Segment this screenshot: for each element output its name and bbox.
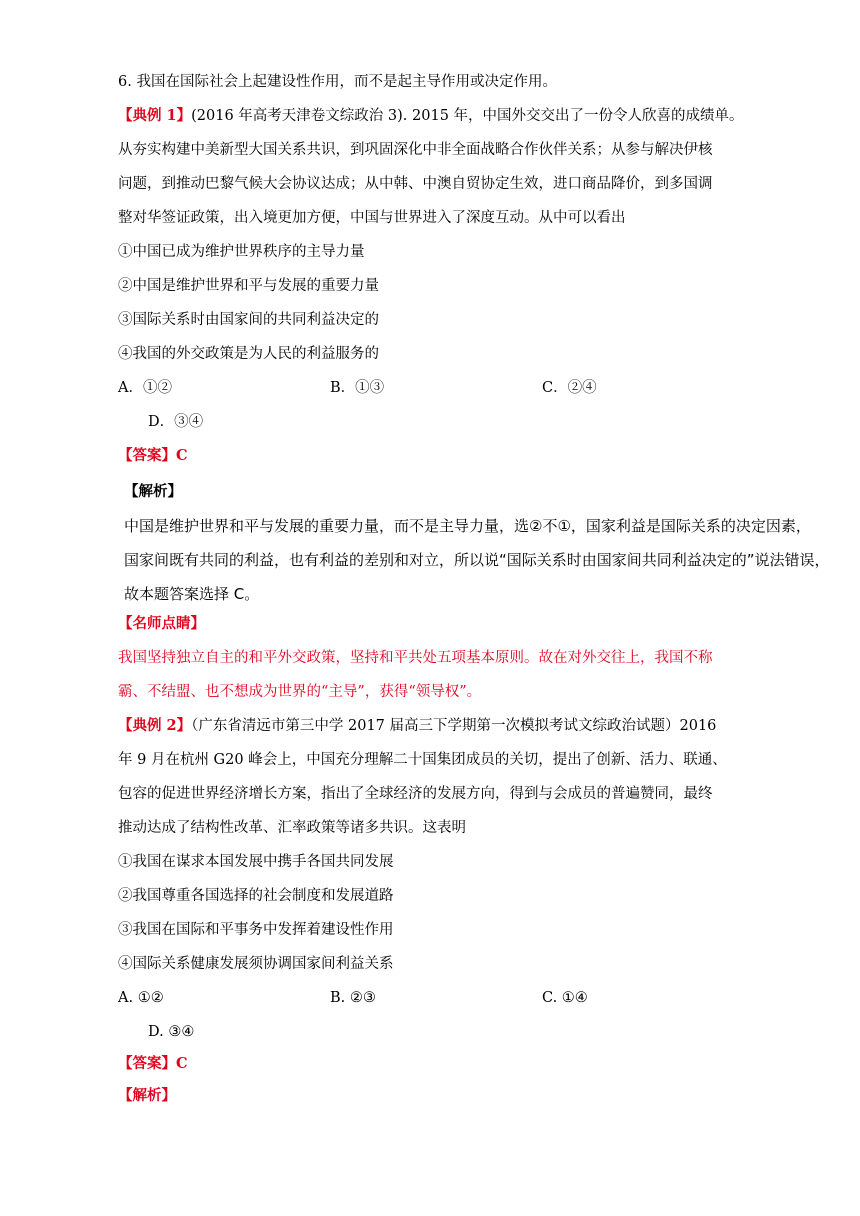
example-1-tag: 【典例 1】 xyxy=(118,107,192,124)
option-c: C．②④ xyxy=(542,380,597,396)
statement-3: ③国际关系时由国家间的共同利益决定的 xyxy=(118,312,379,328)
option-b: B．①③ xyxy=(330,380,385,396)
example-2-line: 推动达成了结构性改革、汇率政策等诸多共识。这表明 xyxy=(118,820,466,836)
option-d: D．③④ xyxy=(148,414,204,430)
statement-3: ③我国在国际和平事务中发挥着建设性作用 xyxy=(118,922,394,938)
option-a: A．①② xyxy=(118,380,172,396)
example-1-first-line xyxy=(118,106,744,126)
option-c: C. ①④ xyxy=(542,990,588,1006)
tip-text: 霸、不结盟、也不想成为世界的“主导”，获得“领导权”。 xyxy=(118,684,482,700)
example-2-line: 年 9 月在杭州 G20 峰会上，中国充分理解二十国集团成员的关切，提出了创新、活力、联通、 xyxy=(118,752,727,768)
point-6: 6. 我国在国际社会上起建设性作用，而不是起主导作用或决定作用。 xyxy=(118,74,557,90)
example-2-source: （广东省清远市第三中学 2017 届高三下学期第一次模拟考试文综政治试题）2016 xyxy=(191,718,717,734)
option-a: A. ①② xyxy=(118,990,164,1006)
tip-text: 我国坚持独立自主的和平外交政策，坚持和平共处五项基本原则。故在对外交往上，我国不称 xyxy=(118,650,713,666)
analysis-text: 国家间既有共同的利益，也有利益的差别和对立，所以说“国际关系时由国家间共同利益决定的”说法错误， xyxy=(124,551,830,569)
example-1-source: (2016 年高考天津卷文综政治 3). 2015 年，中国外交交出了一份令人欣喜的成绩单。 xyxy=(191,108,744,124)
answer: 【答案】C xyxy=(118,1055,188,1072)
option-d: D. ③④ xyxy=(148,1024,195,1040)
statement-4: ④国际关系健康发展须协调国家间利益关系 xyxy=(118,956,394,972)
example-1-line: 整对华签证政策，出入境更加方便，中国与世界进入了深度互动。从中可以看出 xyxy=(118,210,626,226)
statement-4: ④我国的外交政策是为人民的利益服务的 xyxy=(118,346,379,362)
example-2-line: 包容的促进世界经济增长方案，指出了全球经济的发展方向，得到与会成员的普遍赞同，最终 xyxy=(118,786,713,802)
analysis-text: 故本题答案选择 C。 xyxy=(124,585,260,603)
tip-label: 【名师点睛】 xyxy=(118,615,205,632)
analysis-text: 中国是维护世界和平与发展的重要力量，而不是主导力量，选②不①，国家利益是国际关系的决定因素， xyxy=(124,517,811,535)
example-1-line: 问题，到推动巴黎气候大会协议达成；从中韩、中澳自贸协定生效，进口商品降价，到多国调 xyxy=(118,176,713,192)
statement-1: ①中国已成为维护世界秩序的主导力量 xyxy=(118,244,365,260)
statement-2: ②中国是维护世界和平与发展的重要力量 xyxy=(118,278,379,294)
option-b: B. ②③ xyxy=(330,990,376,1006)
example-1-line: 从夯实构建中美新型大国关系共识，到巩固深化中非全面战略合作伙伴关系；从参与解决伊核 xyxy=(118,142,713,158)
analysis-label: 【解析】 xyxy=(124,483,182,500)
example-2-first-line xyxy=(118,716,716,736)
answer: 【答案】C xyxy=(118,447,188,464)
statement-1: ①我国在谋求本国发展中携手各国共同发展 xyxy=(118,854,394,870)
statement-2: ②我国尊重各国选择的社会制度和发展道路 xyxy=(118,888,394,904)
example-2-tag: 【典例 2】 xyxy=(118,717,192,734)
analysis-label: 【解析】 xyxy=(118,1087,176,1104)
